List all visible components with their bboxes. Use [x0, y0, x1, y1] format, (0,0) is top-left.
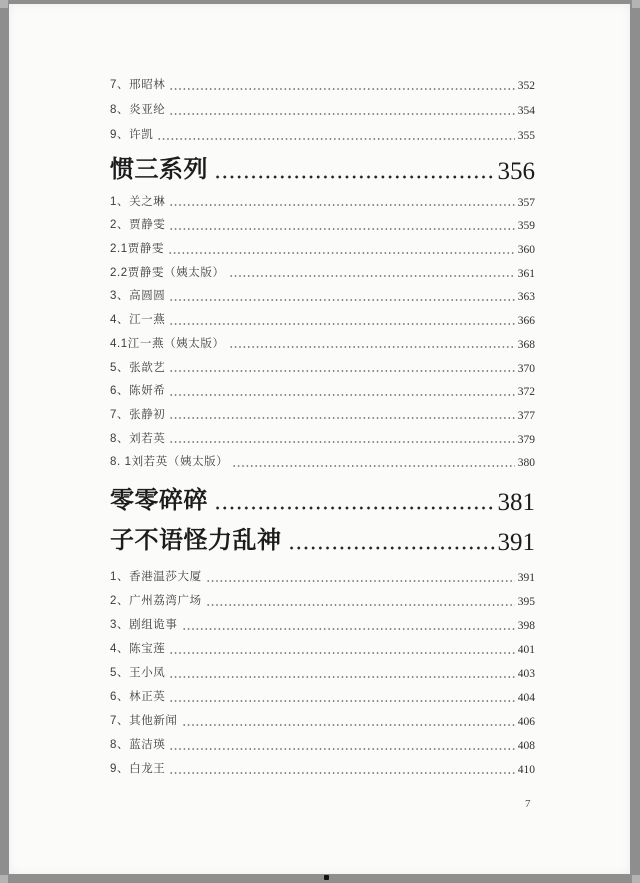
toc-heading-label: 惯三系列: [110, 156, 208, 183]
toc-item-label: 7、邢昭林: [110, 79, 166, 91]
dot-leader: [232, 451, 514, 475]
toc-item-page-number: 398: [517, 620, 535, 633]
toc-item-row[interactable]: [110, 565, 535, 589]
toc-item-row[interactable]: [110, 613, 535, 637]
toc-item-row[interactable]: [110, 380, 535, 404]
toc-item-label: 5、张歆艺: [110, 361, 166, 374]
toc-heading-page-number: 381: [497, 489, 535, 517]
toc-item-page-number: 408: [517, 740, 535, 753]
dot-leader: [214, 147, 496, 187]
dot-leader: [169, 403, 514, 427]
toc-item-row[interactable]: [110, 403, 535, 427]
toc-item-page-number: 352: [517, 80, 535, 92]
toc-item-label: 5、王小凤: [110, 667, 166, 680]
toc-heading-label: 零零碎碎: [110, 487, 208, 515]
toc-item-label: 2.1贾静雯: [110, 243, 165, 256]
toc-item-label: 2.2贾静雯（姨太版）: [110, 266, 225, 279]
toc-item-label: 2、贾静雯: [110, 219, 166, 232]
dot-leader: [214, 478, 496, 518]
dot-leader: [182, 709, 515, 733]
toc-item-page-number: 391: [517, 572, 535, 585]
dot-leader: [229, 332, 515, 356]
dot-leader: [206, 589, 515, 613]
toc-item-page-number: 395: [517, 596, 535, 609]
toc-item-label: 9、许凯: [110, 129, 154, 141]
toc-item-page-number: 355: [517, 130, 535, 142]
toc-item-section: [110, 565, 535, 781]
toc-item-label: 4、江一燕: [110, 314, 166, 327]
dot-leader: [169, 308, 514, 332]
toc-item-row[interactable]: [110, 637, 535, 661]
dot-leader: [168, 237, 515, 261]
dot-leader: [169, 661, 514, 685]
toc-item-label: 8、炎亚纶: [110, 104, 166, 116]
dot-leader: [182, 613, 515, 637]
toc-item-row[interactable]: [110, 72, 535, 97]
toc-item-label: 3、剧组诡事: [110, 619, 178, 632]
toc-item-label: 4.1江一燕（姨太版）: [110, 337, 225, 350]
toc-item-row[interactable]: [110, 332, 535, 356]
dot-leader: [169, 380, 514, 404]
toc-item-row[interactable]: [110, 709, 535, 733]
dot-leader: [169, 190, 514, 214]
toc-item-label: 2、广州荔湾广场: [110, 595, 202, 608]
toc-item-page-number: 379: [517, 433, 535, 446]
resize-handle-bottom-right[interactable]: [632, 875, 640, 883]
toc-heading-row[interactable]: [110, 518, 535, 558]
toc-item-label: 7、张静初: [110, 408, 166, 421]
toc-item-page-number: 360: [517, 244, 535, 257]
dot-leader: [169, 285, 514, 309]
toc-item-page-number: 363: [517, 291, 535, 304]
toc-item-page-number: 377: [517, 409, 535, 422]
toc-item-row[interactable]: [110, 427, 535, 451]
toc-item-page-number: 410: [517, 764, 535, 777]
toc-heading-row[interactable]: [110, 478, 535, 518]
toc-heading-page-number: 356: [497, 158, 535, 185]
toc-item-page-number: 368: [517, 338, 535, 351]
document-page: [9, 4, 630, 874]
toc: [110, 4, 535, 781]
footer-page-number: 7: [525, 798, 531, 810]
dot-leader: [169, 97, 514, 122]
dot-leader: [169, 757, 514, 781]
toc-item-page-number: 401: [517, 644, 535, 657]
dot-leader: [169, 214, 514, 238]
toc-item-label: 8. 1刘若英（姨太版）: [110, 456, 229, 469]
dot-leader: [169, 72, 514, 97]
toc-item-row[interactable]: [110, 661, 535, 685]
toc-item-label: 7、其他新闻: [110, 715, 178, 728]
dot-leader: [169, 637, 514, 661]
toc-item-page-number: 354: [517, 105, 535, 117]
toc-item-label: 6、林正英: [110, 691, 166, 704]
toc-heading-row[interactable]: [110, 147, 535, 187]
toc-item-page-number: 366: [517, 315, 535, 328]
toc-item-row[interactable]: [110, 685, 535, 709]
toc-item-page-number: 357: [517, 196, 535, 209]
toc-item-section: [110, 190, 535, 474]
toc-heading-label: 子不语怪力乱神: [110, 527, 282, 555]
toc-item-row[interactable]: [110, 122, 535, 147]
selection-handle-bottom-center[interactable]: [324, 875, 329, 880]
dot-leader: [169, 427, 514, 451]
toc-item-label: 1、关之琳: [110, 195, 166, 208]
toc-item-row[interactable]: [110, 308, 535, 332]
resize-handle-bottom-left[interactable]: [0, 875, 8, 883]
dot-leader: [169, 685, 514, 709]
toc-item-row[interactable]: [110, 237, 535, 261]
toc-item-row[interactable]: [110, 757, 535, 781]
dot-leader: [169, 356, 514, 380]
toc-item-label: 8、刘若英: [110, 432, 166, 445]
toc-item-row[interactable]: [110, 190, 535, 214]
toc-item-row[interactable]: [110, 261, 535, 285]
toc-item-page-number: 359: [517, 220, 535, 233]
dot-leader: [229, 261, 515, 285]
toc-item-page-number: 370: [517, 362, 535, 375]
toc-item-page-number: 380: [517, 457, 535, 470]
toc-item-row[interactable]: [110, 589, 535, 613]
toc-item-row[interactable]: [110, 451, 535, 475]
toc-item-page-number: 404: [517, 692, 535, 705]
dot-leader: [157, 122, 514, 147]
toc-item-label: 8、蓝洁瑛: [110, 739, 166, 752]
resize-handle-top-right[interactable]: [632, 0, 640, 8]
toc-item-section: [110, 72, 535, 147]
toc-item-label: 4、陈宝莲: [110, 643, 166, 656]
toc-item-label: 1、香港温莎大厦: [110, 571, 202, 584]
toc-item-label: 3、高圆圆: [110, 290, 166, 303]
toc-item-label: 9、白龙王: [110, 763, 166, 776]
toc-item-page-number: 361: [517, 267, 535, 280]
toc-item-row[interactable]: [110, 356, 535, 380]
toc-item-row[interactable]: [110, 733, 535, 757]
toc-item-page-number: 372: [517, 386, 535, 399]
dot-leader: [206, 565, 515, 589]
toc-item-row[interactable]: [110, 214, 535, 238]
toc-item-page-number: 403: [517, 668, 535, 681]
toc-item-page-number: 406: [517, 716, 535, 729]
resize-handle-top-left[interactable]: [0, 0, 8, 8]
toc-item-row[interactable]: [110, 285, 535, 309]
toc-item-label: 6、陈妍希: [110, 385, 166, 398]
toc-heading-page-number: 391: [497, 529, 535, 557]
toc-item-row[interactable]: [110, 97, 535, 122]
dot-leader: [288, 518, 496, 558]
dot-leader: [169, 733, 514, 757]
